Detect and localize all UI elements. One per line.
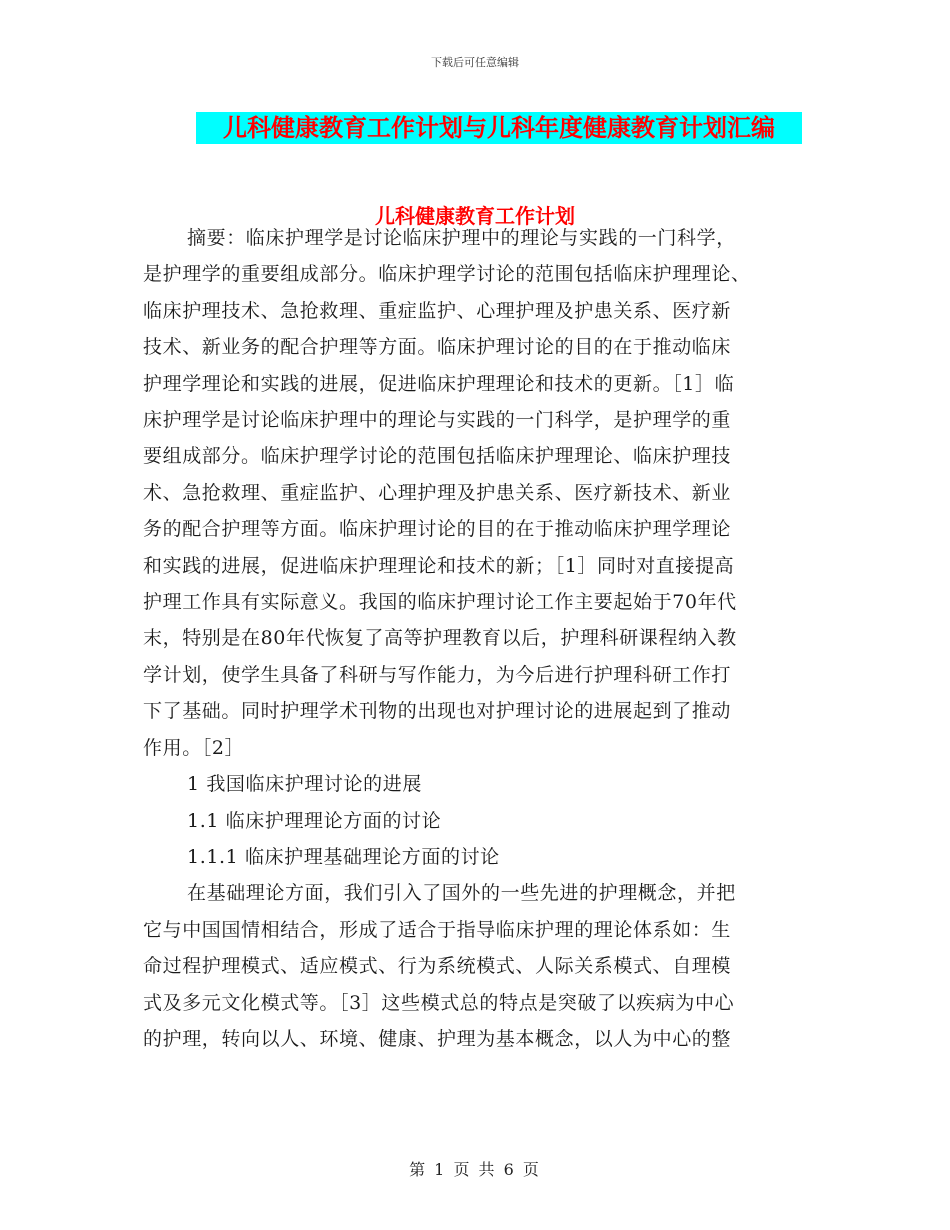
section-heading-1-1: 1.1 临床护理理论方面的讨论 [187,809,442,832]
section-heading-1-1-1: 1.1.1 临床护理基础理论方面的讨论 [187,845,500,868]
abstract-paragraph: 摘要：临床护理学是讨论临床护理中的理论与实践的一门科学， 是护理学的重要组成部分。临床护理学讨论的范围包括临床护理理论、 临床护理技术、急抢救理、重症监护、心理护理及护患关系、医疗新 技术、新业务的配合护理等方面。临床护理讨论的目的在于推动临床 护理学理论和实践的进展，促进临床护理理论和技术的更新。［1］临 床护理学是讨论临床护理中的理论与实践的一门科学，是护理学的重 要组成部分。临床护理学讨论的范围包括临床护理理论、临床护理技 术、急抢救理、重症监护、心理护理及护患关系、医疗新技术、新业 务的配合护理等方面。临床护理讨论的目的在于推动临床护理学理论 和实践的进展，促进临床护理理论和技术的新；［1］同时对直接提高 护理工作具有实际意义。我国的临床护理讨论工作主要起始于70年代 末，特别是在80年代恢复了高等护理教育以后，护理科研课程纳入教 学计划，使学生具备了科研与写作能力，为今后进行护理科研工作打 下了基础。同时护理学术刊物的出现也对护理讨论的进展起到了推动 作用。［2］ [143,227,751,759]
section-heading-1: 1 我国临床护理讨论的进展 [187,773,422,796]
page-header-note: 下载后可任意编辑 [431,56,519,69]
page-footer: 第 1 页 共 6 页 [409,1160,541,1179]
document-body [143,220,805,1057]
body-paragraph: 在基础理论方面，我们引入了国外的一些先进的护理概念，并把 它与中国国情相结合，形成了适合于指导临床护理的理论体系如：生 命过程护理模式、适应模式、行为系统模式、人际关系模式、自理模 式及多元文化模式等。［3］这些模式总的特点是突破了以疾病为中心 的护理，转向以人、环境、健康、护理为基本概念，以人为中心的整 [143,882,736,1050]
document-sub-title: 儿科健康教育工作计划 [375,204,575,228]
document-main-title: 儿科健康教育工作计划与儿科年度健康教育计划汇编 [196,112,802,144]
